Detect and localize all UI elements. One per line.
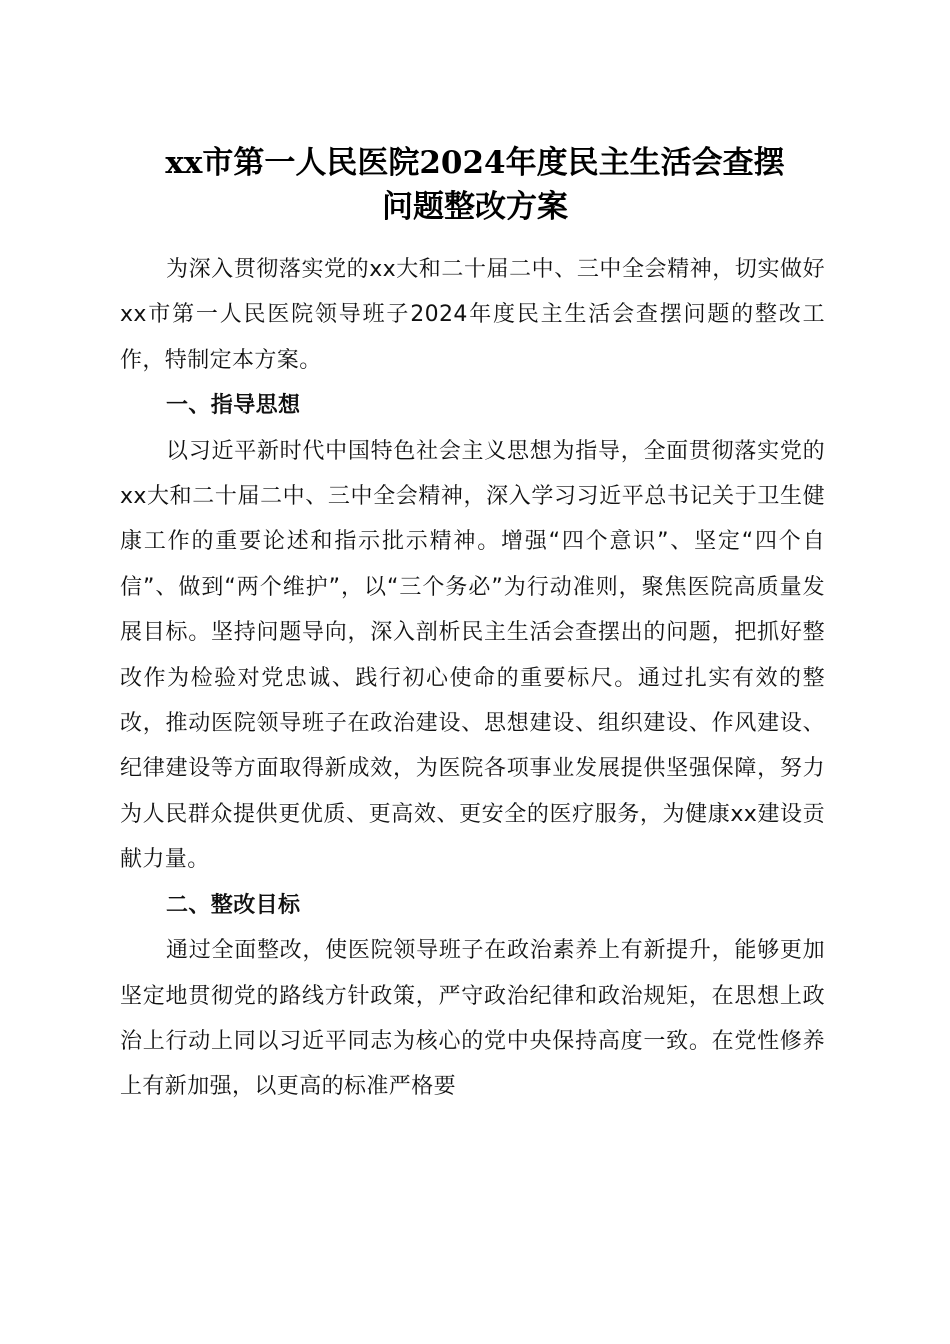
- section-heading-guiding-ideology: 一、指导思想: [166, 393, 301, 419]
- intro-paragraph: 为深入贯彻落实党的xx大和二十届二中、三中全会精神，切实做好xx市第一人民医院领导班子2024年度民主生活会查摆问题的整改工作，特制定本方案。: [120, 257, 825, 373]
- document-title-line-2: 问题整改方案: [382, 189, 568, 225]
- document-title-line-1: xx市第一人民医院2024年度民主生活会查摆: [165, 145, 785, 181]
- section-paragraph-guiding-ideology: 以习近平新时代中国特色社会主义思想为指导，全面贯彻落实党的xx大和二十届二中、三中全会精神，深入学习习近平总书记关于卫生健康工作的重要论述和指示批示精神。增强“四个意识”、坚定“四个自信”、做到“两个维护”，以“三个务必”为行动准则，聚焦医院高质量发展目标。坚持问题导向，深入剖析民主生活会查摆出的问题，把抓好整改作为检验对党忠诚、践行初心使命的重要标尺。通过扎实有效的整改，推动医院领导班子在政治建设、思想建设、组织建设、作风建设、纪律建设等方面取得新成效，为医院各项事业发展提供坚强保障，努力为人民群众提供更优质、更高效、更安全的医疗服务，为健康xx建设贡献力量。: [120, 438, 825, 873]
- section-heading-rectification-goals: 二、整改目标: [166, 892, 301, 918]
- section-paragraph-rectification-goals: 通过全面整改，使医院领导班子在政治素养上有新提升，能够更加坚定地贯彻党的路线方针政策，严守政治纪律和政治规矩，在思想上政治上行动上同以习近平同志为核心的党中央保持高度一致。在党性修养上有新加强，以更高的标准严格要: [120, 938, 825, 1100]
- document-body: [120, 247, 825, 1110]
